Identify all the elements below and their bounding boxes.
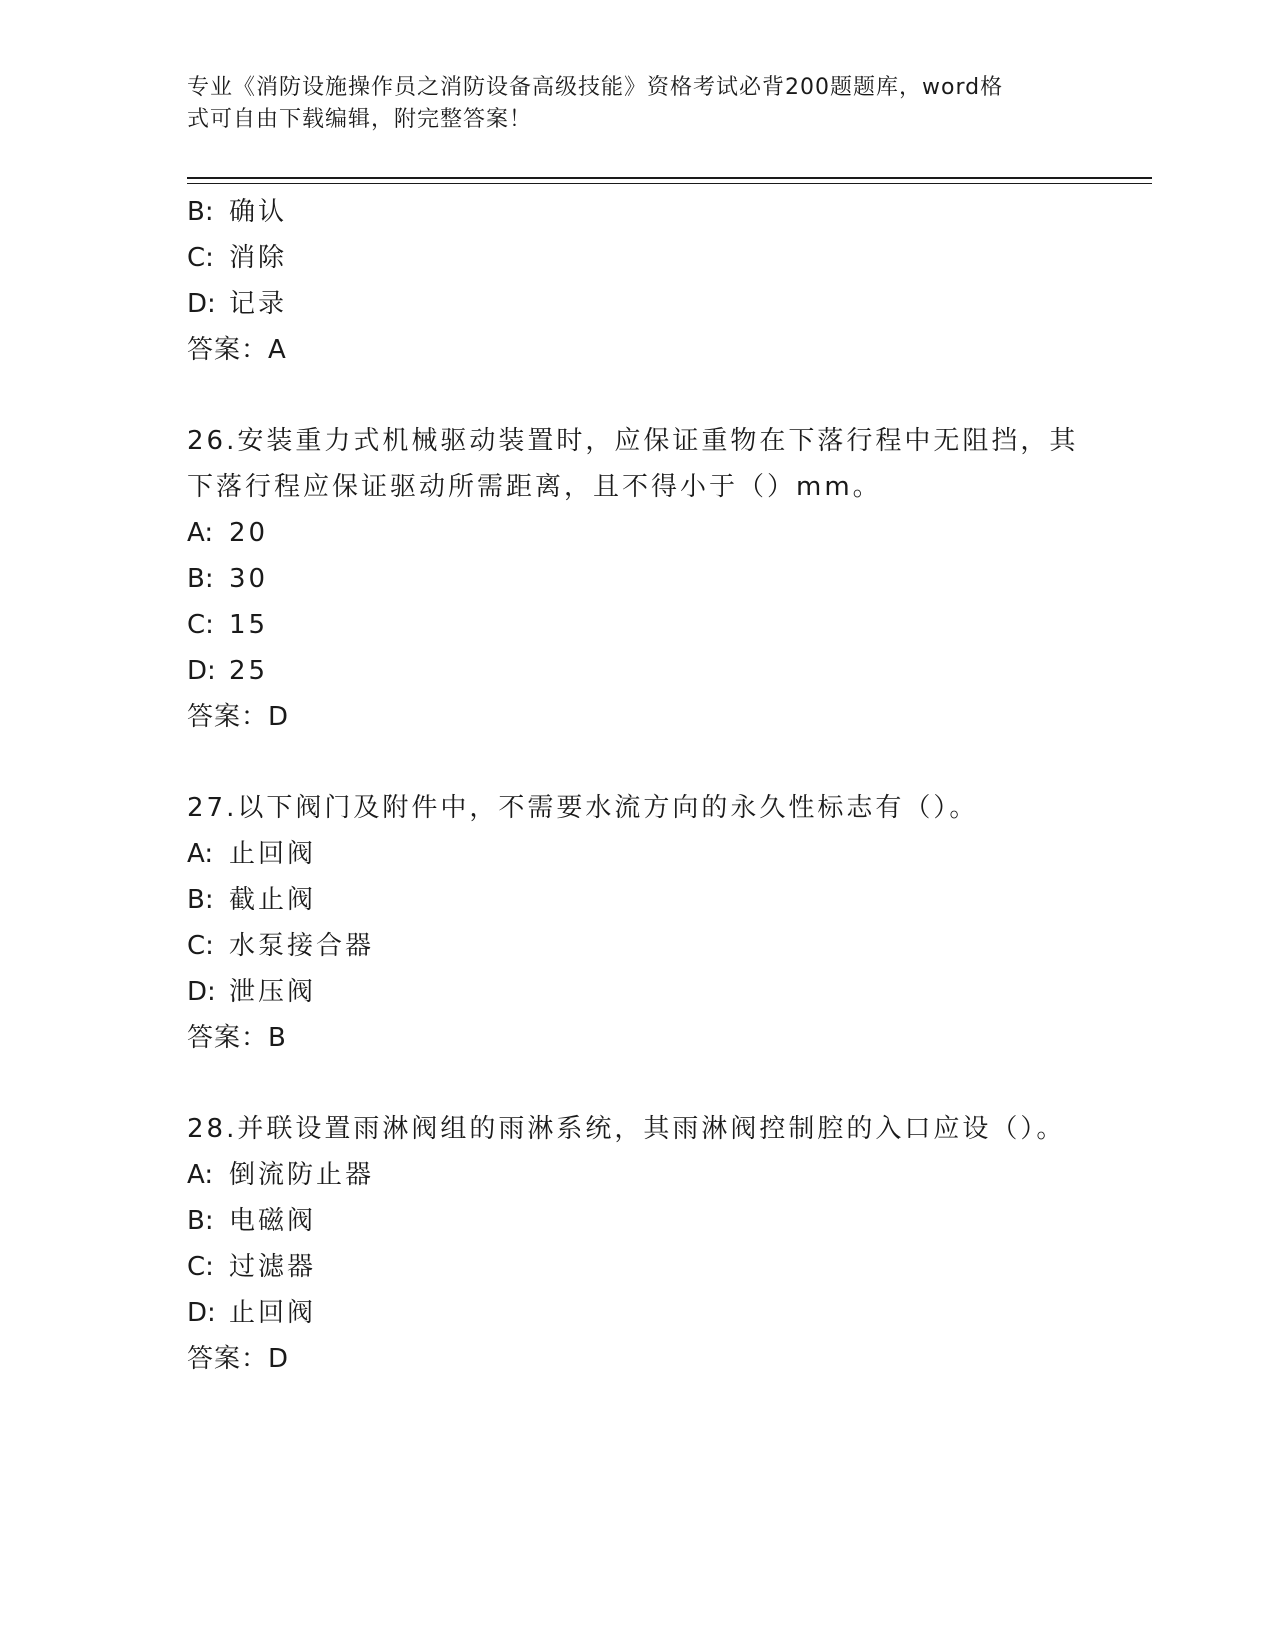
option-text: 止回阀: [229, 839, 317, 869]
header-line-1: 专业《消防设施操作员之消防设备高级技能》资格考试必背200题题库，word格: [187, 75, 1004, 100]
answer: 答案：B: [187, 1023, 287, 1053]
option-text: 15: [229, 610, 269, 640]
option-label: D:: [187, 1298, 216, 1328]
option-a: [187, 510, 1087, 556]
header-divider-thick: [187, 177, 1152, 179]
header-line-2: 式可自由下载编辑，附完整答案！: [187, 107, 533, 132]
option-text: 过滤器: [229, 1252, 317, 1282]
option-d: [187, 648, 1087, 694]
option-label: A:: [187, 839, 214, 869]
continued-question: [187, 189, 1087, 373]
option-text: 泄压阀: [229, 977, 317, 1007]
option-label: C:: [187, 931, 214, 961]
option-b: [187, 877, 1087, 923]
option-a: [187, 1152, 1087, 1198]
option-d: [187, 1290, 1087, 1336]
question-text-line-2: 下落行程应保证驱动所需距离，且不得小于（）mm。: [187, 472, 882, 502]
option-b: [187, 1198, 1087, 1244]
answer: 答案：A: [187, 335, 287, 365]
option-b: [187, 556, 1087, 602]
option-label: C:: [187, 610, 214, 640]
option-label: A:: [187, 518, 214, 548]
option-text: 确认: [229, 197, 288, 227]
option-b: [187, 189, 1087, 235]
option-text: 记录: [229, 289, 288, 319]
option-label: B:: [187, 564, 214, 594]
answer: 答案：D: [187, 702, 290, 732]
option-text: 截止阀: [229, 885, 317, 915]
option-text: 消除: [229, 243, 288, 273]
option-c: [187, 602, 1087, 648]
option-a: [187, 831, 1087, 877]
option-c: [187, 235, 1087, 281]
option-text: 20: [229, 518, 269, 548]
option-label: C:: [187, 243, 214, 273]
question-28: [187, 1106, 1087, 1382]
option-text: 电磁阀: [229, 1206, 317, 1236]
question-text-line-1: 27.以下阀门及附件中，不需要水流方向的永久性标志有（）。: [187, 793, 979, 823]
document-header: [187, 72, 1067, 136]
option-label: D:: [187, 977, 216, 1007]
option-label: D:: [187, 656, 216, 686]
question-26: [187, 418, 1087, 740]
option-text: 倒流防止器: [229, 1160, 375, 1190]
option-c: [187, 923, 1087, 969]
option-label: A:: [187, 1160, 214, 1190]
question-text-line-1: 28.并联设置雨淋阀组的雨淋系统，其雨淋阀控制腔的入口应设（）。: [187, 1114, 1066, 1144]
option-label: B:: [187, 1206, 214, 1236]
header-divider-thin: [187, 183, 1152, 184]
option-label: B:: [187, 885, 214, 915]
option-d: [187, 281, 1087, 327]
question-text-line-1: 26.安装重力式机械驱动装置时，应保证重物在下落行程中无阻挡，其: [187, 426, 1079, 456]
question-content: [187, 189, 1087, 1382]
option-text: 水泵接合器: [229, 931, 375, 961]
option-label: D:: [187, 289, 216, 319]
option-label: C:: [187, 1252, 214, 1282]
option-label: B:: [187, 197, 214, 227]
answer: 答案：D: [187, 1344, 290, 1374]
question-27: [187, 785, 1087, 1061]
option-text: 30: [229, 564, 269, 594]
option-text: 25: [229, 656, 269, 686]
option-c: [187, 1244, 1087, 1290]
option-d: [187, 969, 1087, 1015]
option-text: 止回阀: [229, 1298, 317, 1328]
